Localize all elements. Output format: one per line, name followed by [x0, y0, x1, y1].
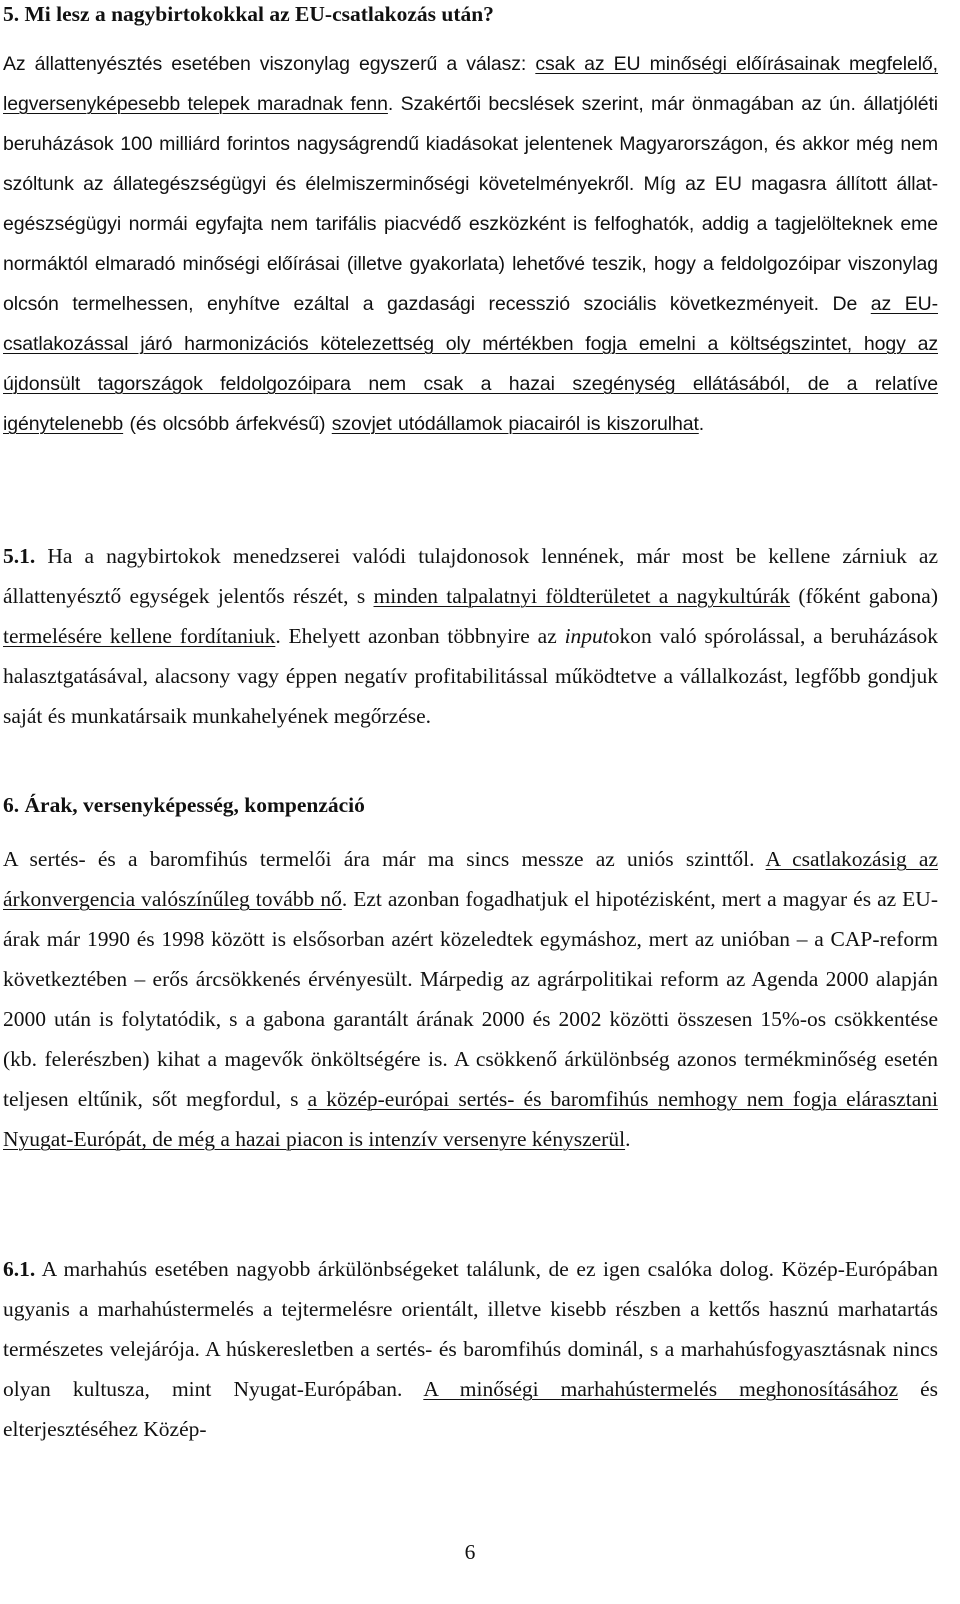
underlined-text: a közép-európai sertés- és baromfihús nemhogy nem fogja elárasztani Nyugat-Európát, de még a hazai piacon is intenzív versenyre kényszerül: [3, 1087, 938, 1151]
section-5-1-paragraph: 5.1. Ha a nagybirtokok menedzserei valódi tulajdonosok lennének, már most be kellene zárniuk az állattenyésztő egységek jelentős részét, s minden talpalatnyi földterületet a nagykultúrák (főként gabona) termelésére kellene fordítaniuk. Ehelyett azonban többnyire az inputokon való spórolással, a beruházások halasztgatásával, alacsony vagy éppen negatív profitabilitással működtetve a vállalkozást, legfőbb gondjuk saját és munkatársaik munkahelyének megőrzése.: [3, 544, 938, 728]
underlined-text: minden talpalatnyi földterületet a nagykultúrák: [373, 584, 791, 608]
section-number: 5.1.: [3, 544, 36, 568]
section-number: 6.1.: [3, 1257, 36, 1281]
page-number: 6: [464, 1540, 476, 1564]
underlined-text: szovjet utódállamok piacairól is kiszorulhat: [331, 413, 699, 435]
section-6-paragraph: A sertés- és a baromfihús termelői ára már ma sincs messze az uniós szinttől. A csatlakozásig az árkonvergencia valószínűleg tovább nő. Ezt azonban fogadhatjuk el hipotézisként, mert a magyar és az EU-árak már 1990 és 1998 között is elsősorban azért közeledtek egymáshoz, mert az unióban – a CAP-reform következtében – erős árcsökkenés érvényesült. Márpedig az agrárpolitikai reform az Agenda 2000 alapján 2000 után is folytatódik, s a gabona garantált árának 2000 és 2002 közötti összesen 15%-os csökkentése (kb. felerészben) kihat a magevők önköltségére is. A csökkenő árkülönbség azonos termékminőség esetén teljesen eltűnik, sőt megfordul, s a közép-európai sertés- és baromfihús nemhogy nem fogja elárasztani Nyugat-Európát, de még a hazai piacon is intenzív versenyre kényszerül.: [3, 847, 938, 1151]
underlined-text: termelésére kellene fordítaniuk: [3, 624, 276, 648]
underlined-text: A csatlakozásig az árkonvergencia valószínűleg tovább nő: [3, 847, 938, 911]
section-5-paragraph: Az állattenyésztés esetében viszonylag egyszerű a válasz: csak az EU minőségi előírásainak megfelelő, legversenyképesebb telepek maradnak fenn. Szakértői becslések szerint, már önmagában az ún. állatjóléti beruházások 100 milliárd forintos nagyságrendű kiadásokat jelentenek Magyarországon, és akkor még nem szóltunk az állategészségügyi és élelmiszerminőségi követelményekről. Míg az EU magasra állított állat-egészségügyi normái egyfajta nem tarifális piacvédő eszközként is felfoghatók, addig a tagjelölteknek eme normáktól elmaradó minőségi előírásai (illetve gyakorlata) lehetővé teszik, hogy a feldolgozóipar viszonylag olcsón termelhessen, enyhítve ezáltal a gazdasági recesszió szociális következményeit. De az EU-csatlakozással járó harmonizációs kötelezettség oly mértékben fogja emelni a költségszintet, hogy az újdonsült tagországok feldolgozóipara nem csak a hazai szegénység ellátásából, de a relatíve igénytelenebb (és olcsóbb árfekvésű) szovjet utódállamok piacairól is kiszorulhat.: [3, 53, 938, 435]
section-6-1-paragraph: 6.1. A marhahús esetében nagyobb árkülönbségeket találunk, de ez igen csalóka dolog. Közép-Európában ugyanis a marhahústermelés a tejtermelésre orientált, illetve kisebb részben a kettős hasznú marhatartás természetes velejárója. A húskeresletben a sertés- és baromfihús dominál, s a marhahúsfogyasztásnak nincs olyan kultusza, mint Nyugat-Európában. A minőségi marhahústermelés meghonosításához és elterjesztéséhez Közép-: [3, 1257, 938, 1441]
section-5-heading: 5. Mi lesz a nagybirtokokkal az EU-csatlakozás után?: [3, 2, 494, 26]
underlined-text: A minőségi marhahústermelés meghonosításához: [423, 1377, 898, 1401]
section-6-heading: 6. Árak, versenyképesség, kompenzáció: [3, 793, 365, 817]
underlined-text: csak az EU minőségi előírásainak megfelelő, legversenyképesebb telepek maradnak fenn: [3, 53, 938, 115]
underlined-text: az EU-csatlakozással járó harmonizációs kötelezettség oly mértékben fogja emelni a költségszintet, hogy az újdonsült tagországok feldolgozóipara nem csak a hazai szegénység ellátásából, de a relatíve igénytelenebb: [3, 293, 938, 435]
italic-text: input: [564, 624, 609, 648]
